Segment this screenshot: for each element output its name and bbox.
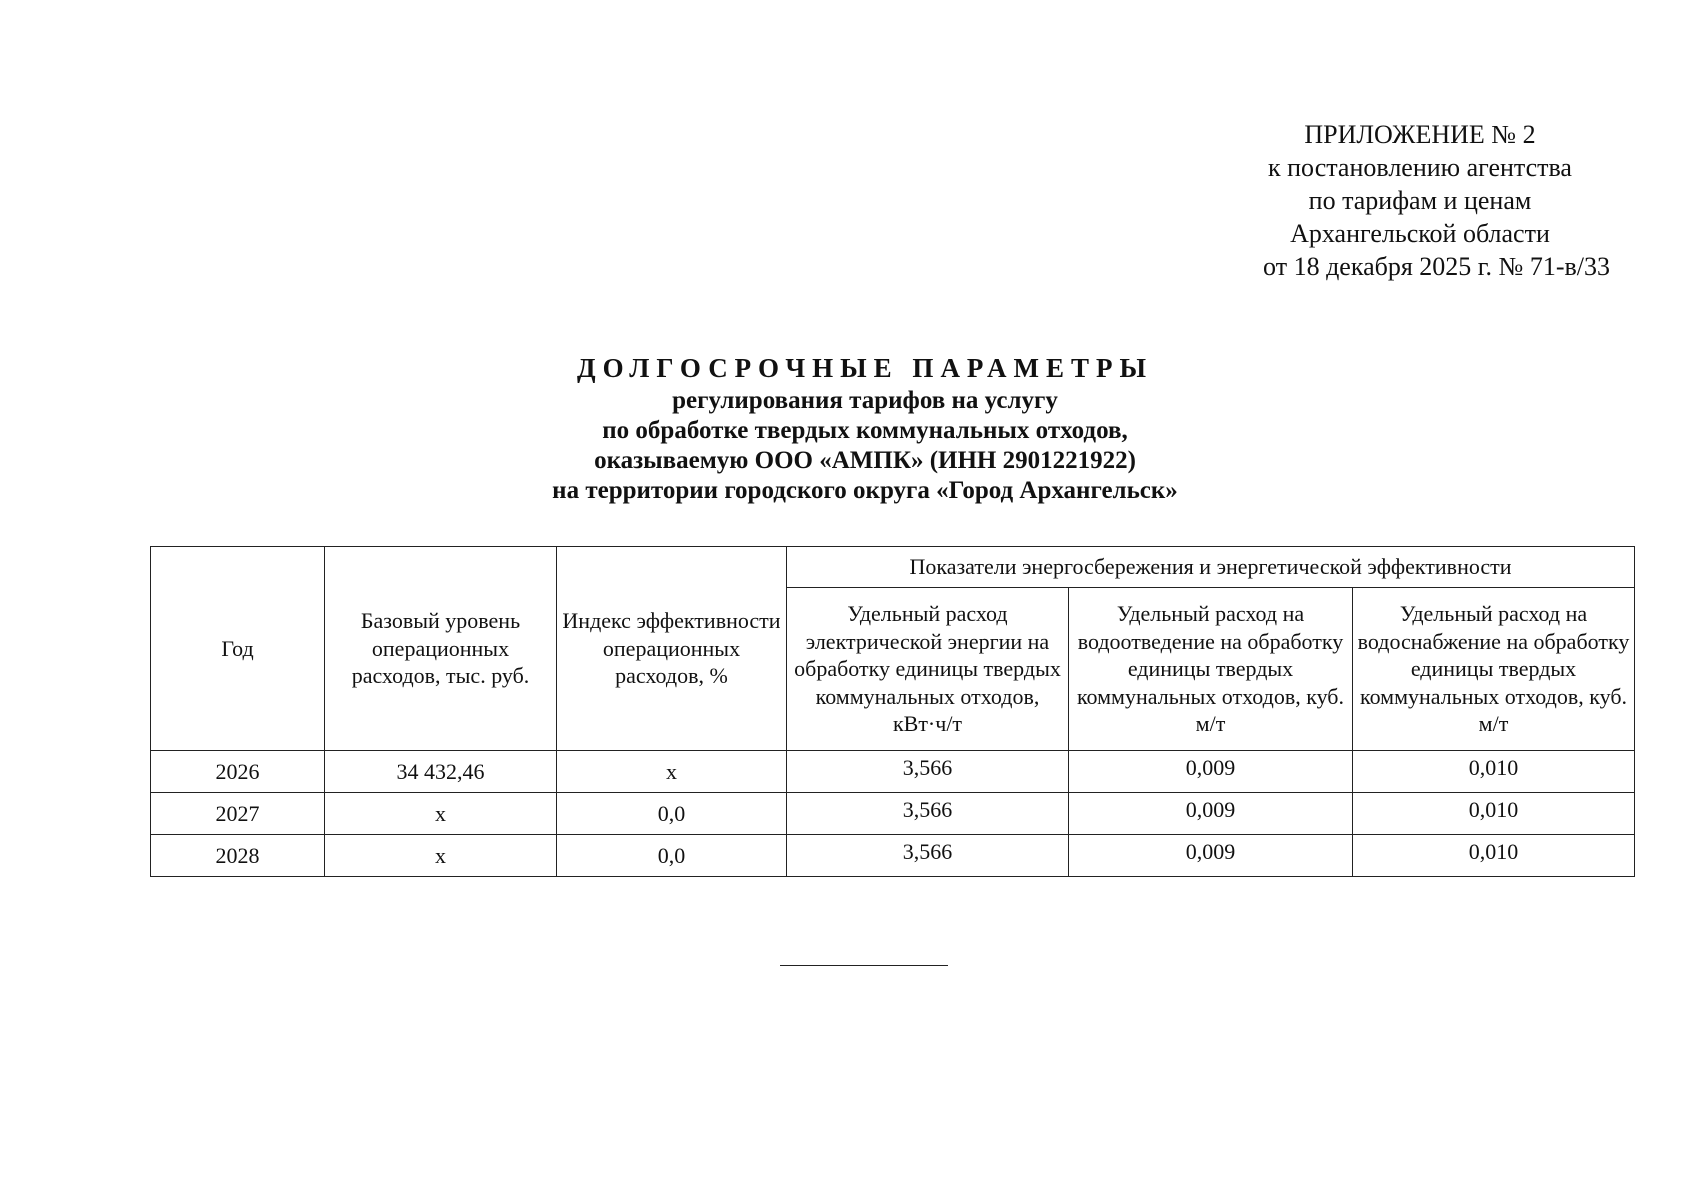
title-main: ДОЛГОСРОЧНЫЕ ПАРАМЕТРЫ xyxy=(577,353,1153,383)
cell-efficiency-index: х xyxy=(557,751,787,793)
cell-year: 2026 xyxy=(151,751,325,793)
table-row xyxy=(151,793,1635,835)
cell-water-supply: 0,010 xyxy=(1353,835,1635,877)
header-energy-group: Показатели энергосбережения и энергетической эффективности xyxy=(787,547,1635,588)
cell-drainage: 0,009 xyxy=(1069,835,1353,877)
cell-electricity: 3,566 xyxy=(787,751,1069,793)
table-row xyxy=(151,835,1635,877)
header-efficiency-index: Индекс эффективности операционных расходов, % xyxy=(557,547,787,751)
title-subline: оказываемую ООО «АМПК» (ИНН 2901221922) xyxy=(594,447,1136,474)
cell-electricity: 3,566 xyxy=(787,835,1069,877)
header-year: Год xyxy=(151,547,325,751)
appendix-number: ПРИЛОЖЕНИЕ № 2 xyxy=(1304,120,1536,149)
header-water-supply: Удельный расход на водоснабжение на обработку единицы твердых коммунальных отходов, куб. м/т xyxy=(1353,588,1635,751)
appendix-ref-line: Архангельской области xyxy=(1290,219,1550,248)
header-drainage: Удельный расход на водоотведение на обработку единицы твердых коммунальных отходов, куб. м/т xyxy=(1069,588,1353,751)
cell-electricity: 3,566 xyxy=(787,793,1069,835)
table-row xyxy=(151,751,1635,793)
appendix-ref-line: к постановлению агентства xyxy=(1268,153,1572,182)
cell-water-supply: 0,010 xyxy=(1353,751,1635,793)
footer-divider xyxy=(780,965,948,966)
cell-efficiency-index: 0,0 xyxy=(557,835,787,877)
cell-efficiency-index: 0,0 xyxy=(557,793,787,835)
cell-year: 2027 xyxy=(151,793,325,835)
cell-drainage: 0,009 xyxy=(1069,751,1353,793)
cell-base-level: х xyxy=(325,793,557,835)
cell-base-level: х xyxy=(325,835,557,877)
cell-water-supply: 0,010 xyxy=(1353,793,1635,835)
header-base-level: Базовый уровень операционных расходов, тыс. руб. xyxy=(325,547,557,751)
title-subline: на территории городского округа «Город Архангельск» xyxy=(552,477,1178,504)
appendix-date: от 18 декабря 2025 г. № 71-в/33 xyxy=(1263,252,1610,281)
cell-drainage: 0,009 xyxy=(1069,793,1353,835)
cell-year: 2028 xyxy=(151,835,325,877)
appendix-header xyxy=(1190,118,1650,283)
cell-base-level: 34 432,46 xyxy=(325,751,557,793)
title-subline: регулирования тарифов на услугу xyxy=(672,387,1058,414)
header-electricity: Удельный расход электрической энергии на обработку единицы твердых коммунальных отходов, кВт·ч/т xyxy=(787,588,1069,751)
title-subline: по обработке твердых коммунальных отходов, xyxy=(602,417,1128,444)
appendix-ref-line: по тарифам и ценам xyxy=(1308,186,1532,215)
parameters-table xyxy=(150,546,1635,877)
document-title xyxy=(0,350,1697,506)
